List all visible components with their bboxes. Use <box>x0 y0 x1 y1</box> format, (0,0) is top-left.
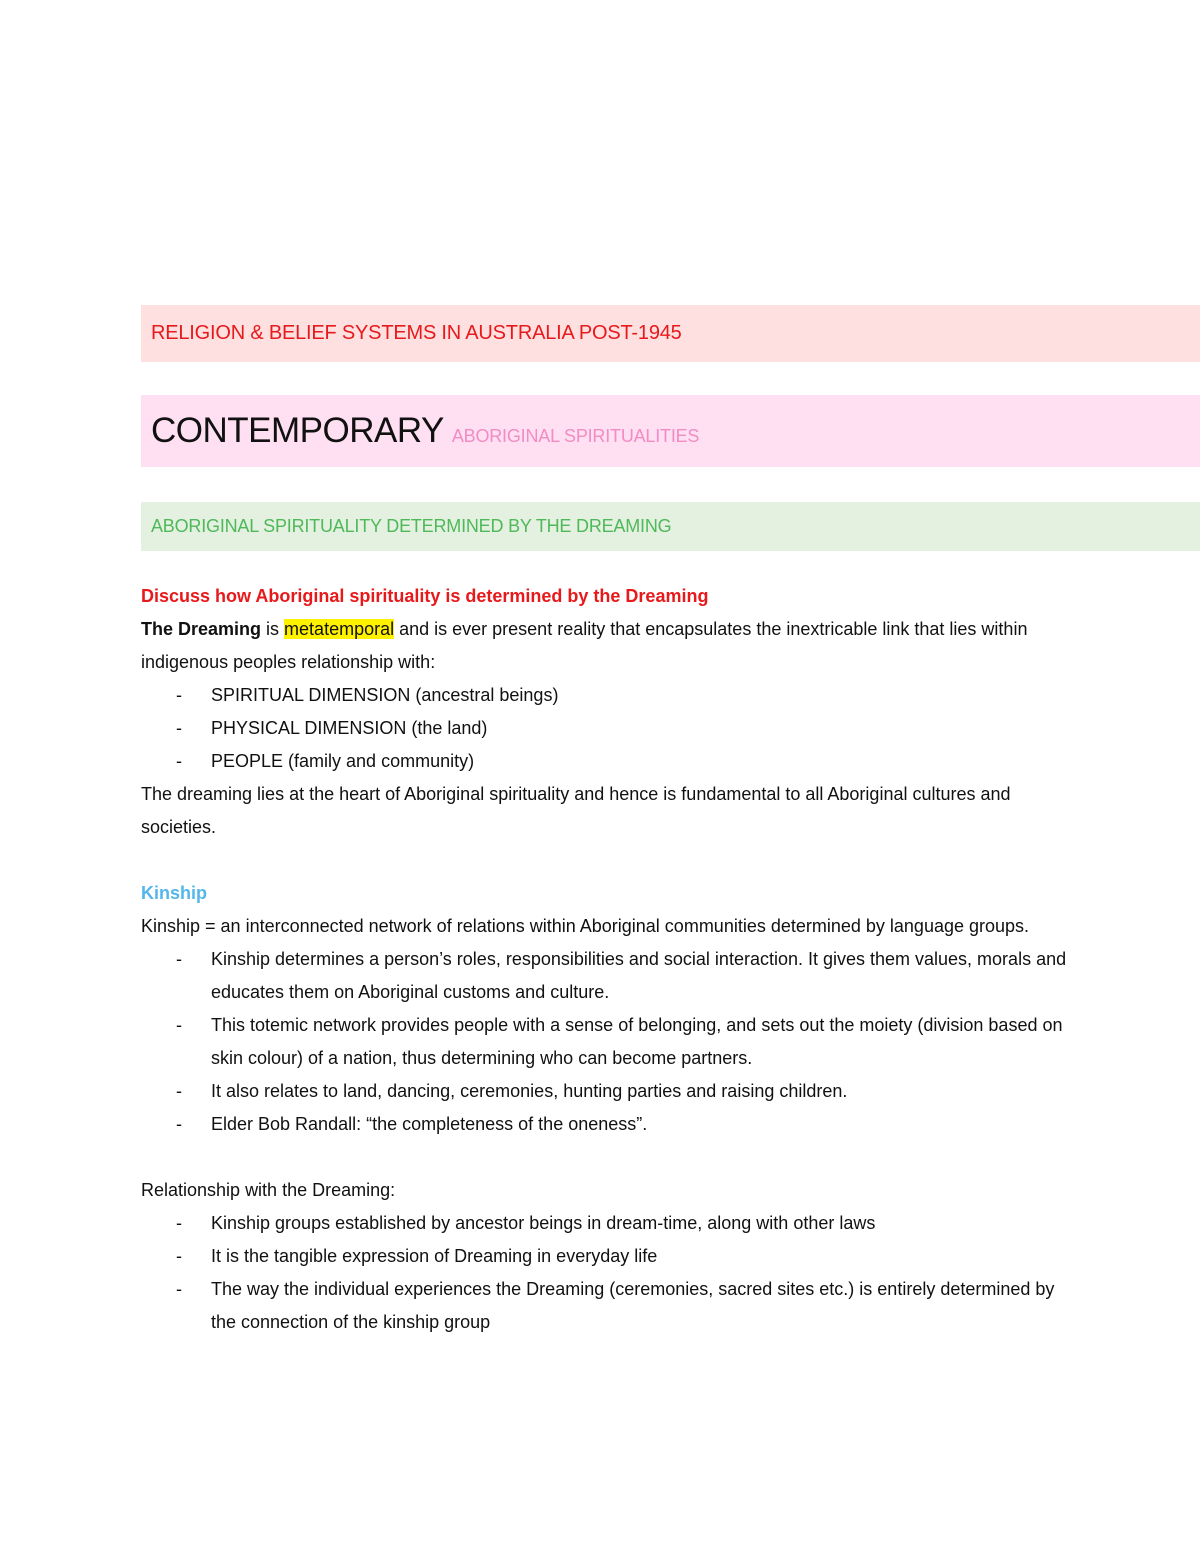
spacer <box>141 1141 1071 1174</box>
banner-section-title <box>141 395 1200 467</box>
dreaming-intro-is: is <box>261 619 285 639</box>
kinship-definition: Kinship = an interconnected network of relations within Aboriginal communities determined by language groups. <box>141 916 1030 936</box>
document-title: RELIGION & BELIEF SYSTEMS IN AUSTRALIA POST-1945 <box>151 322 682 344</box>
kinship-heading: Kinship <box>141 883 207 903</box>
kinship-points-list <box>141 943 1071 1141</box>
dreaming-intro-paragraph <box>141 613 1071 679</box>
document-body <box>141 580 1071 1339</box>
dreaming-term: The Dreaming <box>141 619 262 639</box>
section-title-main: CONTEMPORARY <box>151 411 444 450</box>
dreaming-closing-paragraph: The dreaming lies at the heart of Aboriginal spirituality and hence is fundamental to all Aboriginal cultures and societies. <box>141 784 1011 837</box>
topic-title: ABORIGINAL SPIRITUALITY DETERMINED BY THE DREAMING <box>151 516 672 536</box>
spacer <box>141 844 1071 877</box>
dreaming-dimensions-list <box>141 679 1071 778</box>
section-title-sub: ABORIGINAL SPIRITUALITIES <box>451 425 700 446</box>
list-item: - PHYSICAL DIMENSION (the land) <box>141 712 1071 745</box>
banner-document-title <box>141 305 1200 362</box>
list-item: - The way the individual experiences the Dreaming (ceremonies, sacred sites etc.) is entirely determined by the connection of the kinship group <box>141 1273 1071 1339</box>
list-item: - Kinship groups established by ancestor beings in dream-time, along with other laws <box>141 1207 1071 1240</box>
relationship-points-list <box>141 1207 1071 1339</box>
dreaming-intro-rest: and is ever present reality that encapsulates the inextricable link that lies within indigenous peoples relationship with: <box>141 619 1028 672</box>
list-item: - This totemic network provides people with a sense of belonging, and sets out the moiety (division based on skin colour) of a nation, thus determining who can become partners. <box>141 1009 1071 1075</box>
dreaming-question-heading: Discuss how Aboriginal spirituality is determined by the Dreaming <box>141 586 709 606</box>
list-item: - Elder Bob Randall: “the completeness of the oneness”. <box>141 1108 1071 1141</box>
relationship-heading: Relationship with the Dreaming: <box>141 1180 396 1200</box>
list-item: - It also relates to land, dancing, ceremonies, hunting parties and raising children. <box>141 1075 1071 1108</box>
highlighted-term: metatemporal <box>284 619 395 639</box>
list-item: - PEOPLE (family and community) <box>141 745 1071 778</box>
list-item: - Kinship determines a person’s roles, responsibilities and social interaction. It gives them values, morals and educates them on Aboriginal customs and culture. <box>141 943 1071 1009</box>
banner-topic-title <box>141 502 1200 551</box>
list-item: - SPIRITUAL DIMENSION (ancestral beings) <box>141 679 1071 712</box>
list-item: - It is the tangible expression of Dreaming in everyday life <box>141 1240 1071 1273</box>
